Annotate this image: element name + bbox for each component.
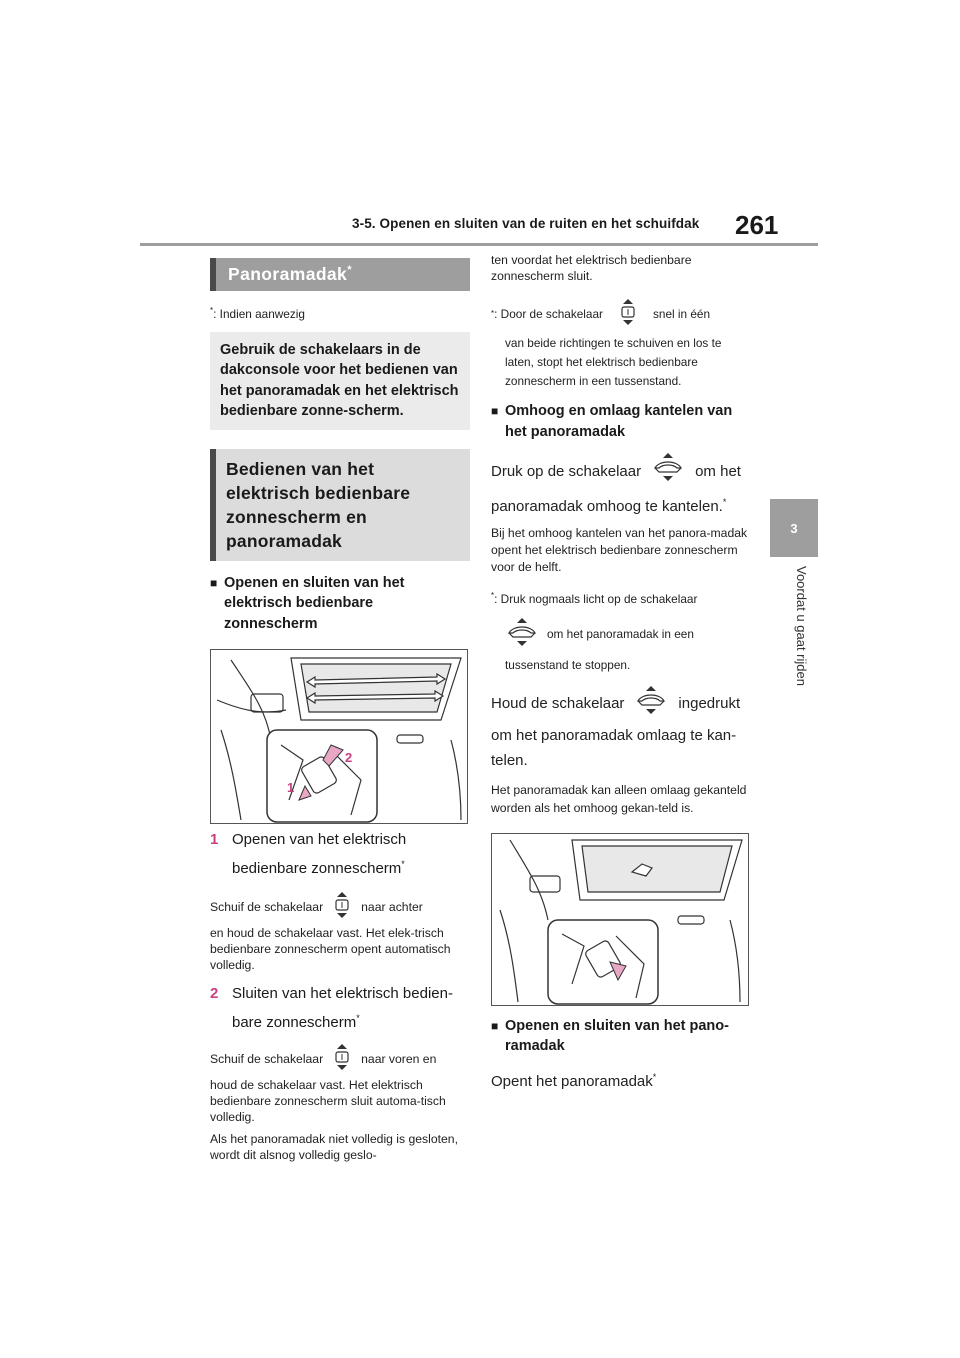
hold-note: Het panoramadak kan alleen omlaag gekanteld worden als het omhoog gekan-teld is.: [491, 782, 747, 815]
left-column: [210, 258, 470, 1163]
footnote-2-line-2: om het panoramadak in een: [491, 617, 753, 651]
chapter-label: Voordat u gaat rijden: [794, 566, 809, 686]
bullet-open-roof: ■ Openen en sluiten van het pano-ramadak: [491, 1017, 729, 1055]
intro-box: Gebruik de schakelaars in de dakconsole voor het bedienen van het panoramadak en het elektrisch bedienbare zonne-scherm.: [210, 332, 470, 430]
figure-label-2: 2: [345, 750, 353, 766]
footnote-2-line-3: tussenstand te stoppen.: [505, 657, 631, 672]
tilt-switch-icon: [505, 617, 539, 651]
tilt-illustration: [492, 834, 748, 1005]
step-1-detail: en houd de schakelaar vast. Het elek-trisch bedienbare zonnescherm opent automatisch volledig.: [210, 926, 451, 973]
chapter-tab: 3: [770, 499, 818, 557]
bullet-sunshade: ■ Openen en sluiten van het elektrisch bedienbare zonnescherm: [210, 574, 405, 632]
footnote-1-text: van beide richtingen te schuiven en los te laten, stopt het elektrisch bedienbare zonnescherm in een tussenstand.: [505, 336, 722, 388]
page-number: 261: [735, 210, 779, 240]
panoramadak-heading: Panoramadak*: [210, 258, 470, 291]
subsection-heading: Bedienen van het elektrisch bedienbare zonnescherm en panoramadak: [210, 449, 470, 561]
tilt-line-2: panoramadak omhoog te kantelen.*: [491, 497, 727, 515]
footnote-2-line: *: Druk nogmaals licht op de schakelaar: [491, 591, 698, 606]
tilt-switch-icon: [634, 685, 668, 723]
continued-text: ten voordat het elektrisch bedienbare zonnescherm sluit.: [491, 253, 692, 283]
step-2: 2 Sluiten van het elektrisch bedien-bare zonnescherm*: [210, 985, 453, 1032]
step-2-detail-line: Schuif de schakelaar naar voren en: [210, 1043, 470, 1075]
footnote-present: *: Indien aanwezig: [210, 306, 305, 321]
tilt-switch-figure: [491, 833, 749, 1006]
step-1: 1 Openen van het elektrisch bedienbare zonnescherm*: [210, 831, 407, 878]
step-1-detail-line: Schuif de schakelaar naar achter: [210, 891, 470, 923]
sunshade-switch-figure: [210, 649, 468, 824]
header-rule: [140, 243, 818, 246]
hold-line-2: om het panoramadak omlaag te kan-telen.: [491, 726, 737, 769]
slide-switch-icon: [329, 891, 355, 923]
sunshade-illustration: [211, 650, 467, 823]
step-2-detail: houd de schakelaar vast. Het elektrisch bedienbare zonnescherm sluit automa-tisch volledig.: [210, 1078, 446, 1125]
slide-switch-icon: [329, 1043, 355, 1075]
figure-label-1: 1: [287, 780, 295, 796]
open-roof-line: Opent het panoramadak*: [491, 1071, 657, 1090]
step-2-note: Als het panoramadak niet volledig is gesloten, wordt dit alsnog volledig geslo-: [210, 1132, 458, 1163]
hold-line: Houd de schakelaar ingedrukt: [491, 685, 753, 723]
section-title: 3-5. Openen en sluiten van de ruiten en het schuifdak: [352, 216, 700, 231]
footnote-1-line: * : Door de schakelaar snel in één: [491, 298, 753, 330]
tilt-switch-icon: [651, 452, 685, 490]
right-column: [491, 252, 753, 1094]
bullet-tilt: ■ Omhoog en omlaag kantelen van het panoramadak: [491, 403, 733, 440]
tilt-note: Bij het omhoog kantelen van het panora-madak opent het elektrisch bedienbare zonnescherm voor de helft.: [491, 526, 748, 574]
slide-switch-icon: [615, 298, 641, 330]
tilt-line: Druk op de schakelaar om het: [491, 452, 753, 490]
